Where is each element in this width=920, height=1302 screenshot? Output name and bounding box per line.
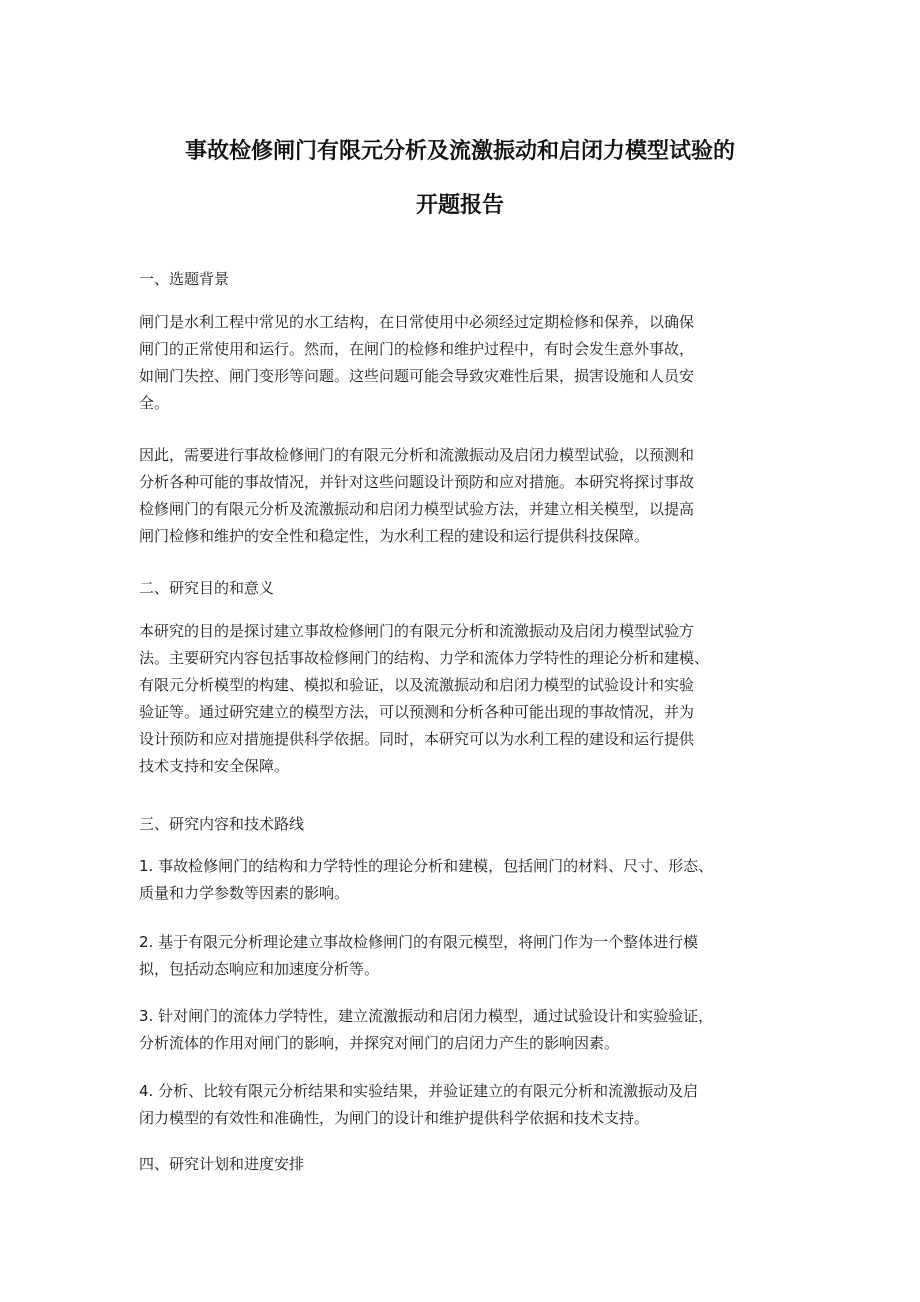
text-line: 2. 基于有限元分析理论建立事故检修闸门的有限元模型，将闸门作为一个整体进行模 [139, 933, 699, 951]
paragraph-purpose [139, 618, 804, 780]
text-line: 分析各种可能的事故情况，并针对这些问题设计预防和应对措施。本研究将探讨事故 [139, 473, 695, 491]
list-item-1 [139, 853, 804, 907]
text-line: 全。 [139, 394, 170, 412]
text-line: 闭力模型的有效性和准确性，为闸门的设计和维护提供科学依据和技术支持。 [139, 1109, 650, 1127]
section-heading-purpose: 二、研究目的和意义 [139, 579, 275, 597]
section-heading-background: 一、选题背景 [139, 270, 230, 288]
text-line: 因此，需要进行事故检修闸门的有限元分析和流激振动及启闭力模型试验，以预测和 [139, 446, 695, 464]
section-heading-schedule: 四、研究计划和进度安排 [139, 1155, 305, 1173]
text-line: 法。主要研究内容包括事故检修闸门的结构、力学和流体力学特性的理论分析和建模、 [139, 649, 710, 667]
text-line: 闸门检修和维护的安全性和稳定性，为水利工程的建设和运行提供科技保障。 [139, 527, 650, 545]
text-line: 闸门是水利工程中常见的水工结构，在日常使用中必须经过定期检修和保养，以确保 [139, 313, 695, 331]
text-line: 设计预防和应对措施提供科学依据。同时，本研究可以为水利工程的建设和运行提供 [139, 730, 695, 748]
list-item-4 [139, 1078, 804, 1132]
document-title-line-2: 开题报告 [415, 193, 504, 218]
text-line: 1. 事故检修闸门的结构和力学特性的理论分析和建模，包括闸门的材料、尺寸、形态、 [139, 857, 714, 875]
text-line: 3. 针对闸门的流体力学特性，建立流激振动和启闭力模型，通过试验设计和实验验证， [139, 1007, 714, 1025]
text-line: 有限元分析模型的构建、模拟和验证，以及流激振动和启闭力模型的试验设计和实验 [139, 676, 695, 694]
text-line: 本研究的目的是探讨建立事故检修闸门的有限元分析和流激振动及启闭力模型试验方 [139, 622, 695, 640]
text-line: 闸门的正常使用和运行。然而，在闸门的检修和维护过程中，有时会发生意外事故， [139, 340, 695, 358]
text-line: 拟，包括动态响应和加速度分析等。 [139, 960, 380, 978]
text-line: 质量和力学参数等因素的影响。 [139, 884, 350, 902]
text-line: 验证等。通过研究建立的模型方法，可以预测和分析各种可能出现的事故情况，并为 [139, 703, 695, 721]
text-line: 4. 分析、比较有限元分析结果和实验结果，并验证建立的有限元分析和流激振动及启 [139, 1082, 699, 1100]
paragraph-background-1 [139, 309, 804, 417]
text-line: 检修闸门的有限元分析及流激振动和启闭力模型试验方法，并建立相关模型，以提高 [139, 500, 695, 518]
text-line: 分析流体的作用对闸门的影响，并探究对闸门的启闭力产生的影响因素。 [139, 1034, 620, 1052]
text-line: 如闸门失控、闸门变形等问题。这些问题可能会导致灾难性后果，损害设施和人员安 [139, 367, 695, 385]
list-item-3 [139, 1003, 804, 1057]
document-title-line-1: 事故检修闸门有限元分析及流激振动和启闭力模型试验的 [184, 139, 735, 164]
text-line: 技术支持和安全保障。 [139, 757, 290, 775]
section-heading-content: 三、研究内容和技术路线 [139, 815, 305, 833]
list-item-2 [139, 929, 804, 983]
paragraph-background-2 [139, 442, 804, 550]
